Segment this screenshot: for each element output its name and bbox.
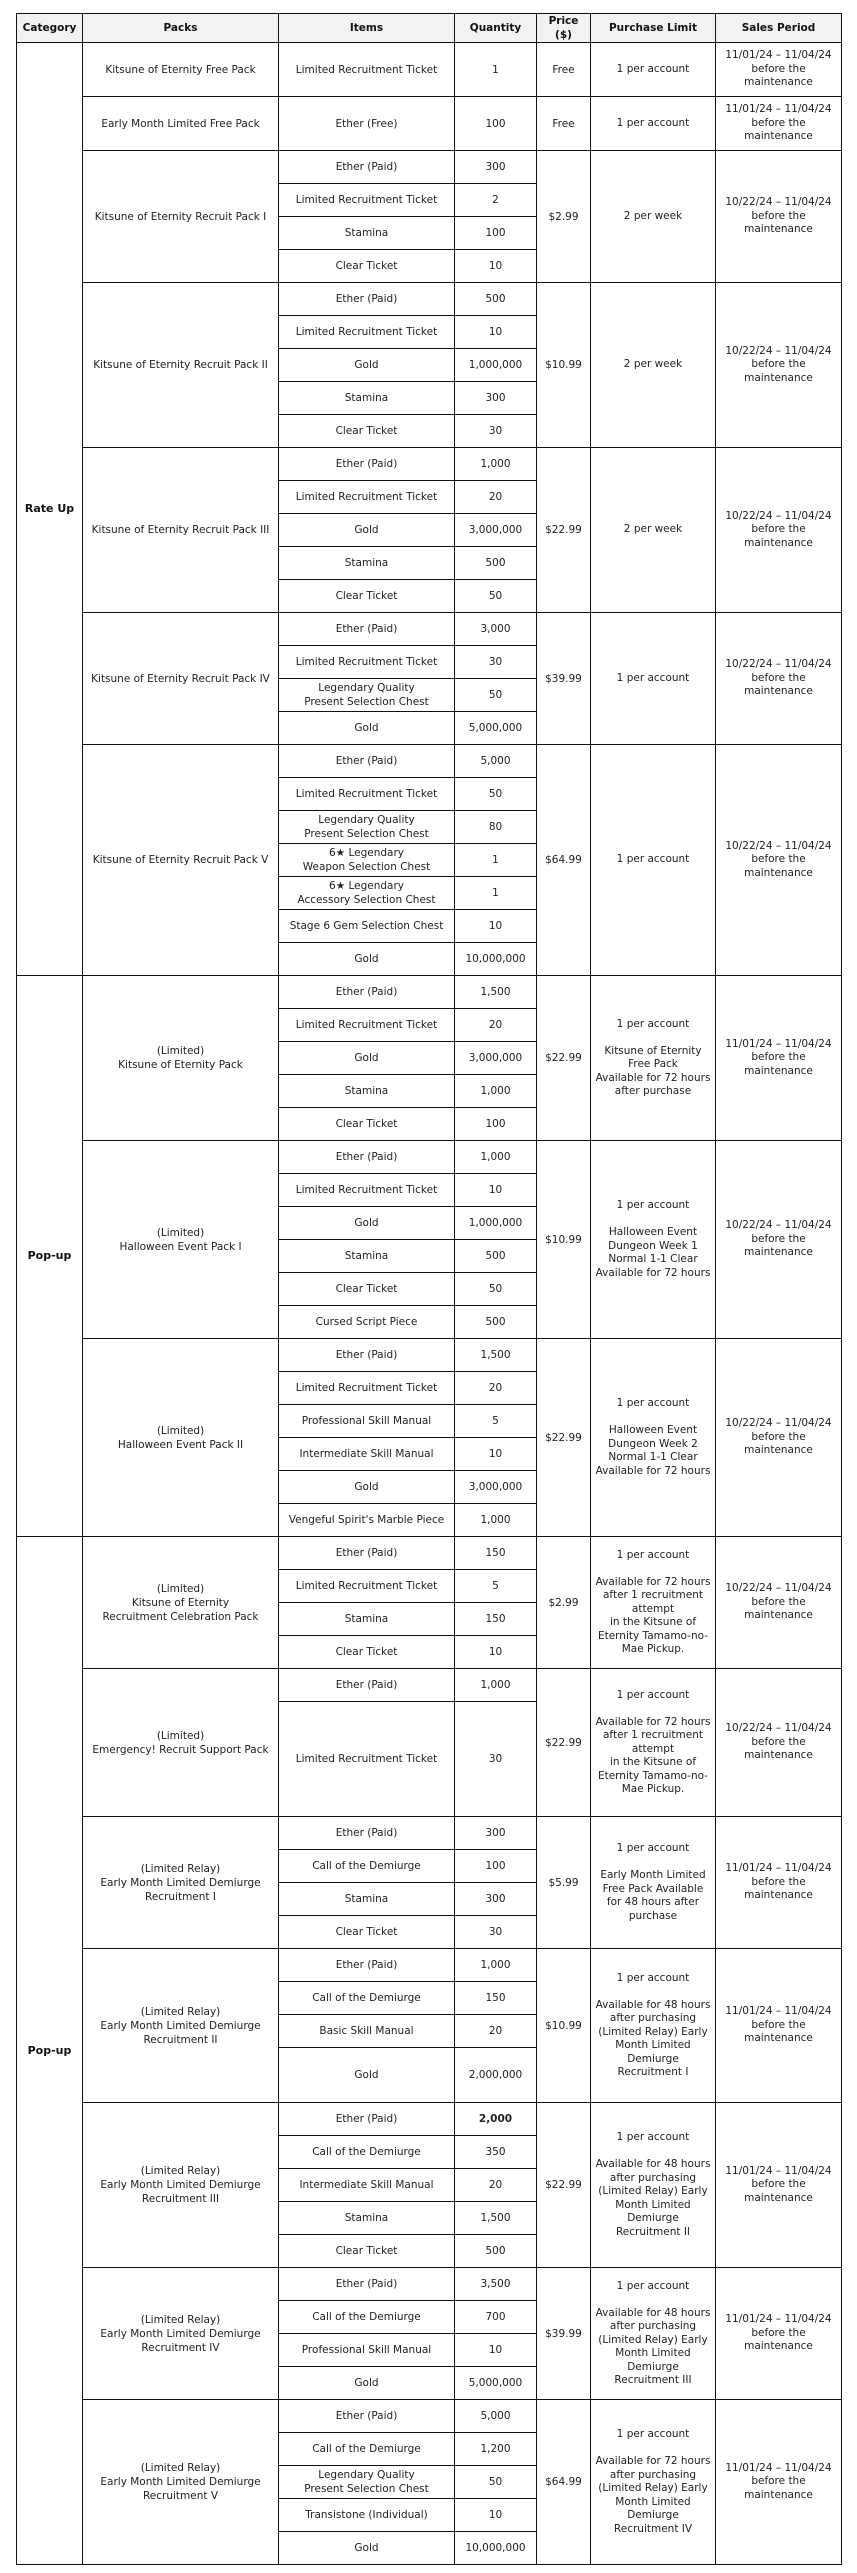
item-name-cell: Clear Ticket — [279, 250, 455, 283]
item-quantity-cell: 1,000 — [455, 1504, 537, 1537]
item-quantity-cell: 10 — [455, 316, 537, 349]
sales-period-cell: 11/01/24 – 11/04/24 before the maintenance — [716, 976, 842, 1141]
item-name-cell: Call of the Demiurge — [279, 1982, 455, 2015]
item-quantity-cell: 3,000,000 — [455, 1042, 537, 1075]
item-quantity-cell: 700 — [455, 2301, 537, 2334]
item-quantity-cell: 30 — [455, 1702, 537, 1817]
table-row — [17, 1537, 842, 1570]
item-name-cell: Ether (Paid) — [279, 2103, 455, 2136]
price-cell: $22.99 — [537, 1339, 591, 1537]
item-quantity-cell: 3,000 — [455, 613, 537, 646]
item-quantity-cell: 1,000 — [455, 448, 537, 481]
item-name-cell: Limited Recruitment Ticket — [279, 184, 455, 217]
sales-period-cell: 11/01/24 – 11/04/24 before the maintenance — [716, 97, 842, 151]
item-name-cell: Ether (Paid) — [279, 613, 455, 646]
item-quantity-cell: 3,000,000 — [455, 514, 537, 547]
item-quantity-cell: 10 — [455, 1174, 537, 1207]
item-name-cell: Limited Recruitment Ticket — [279, 316, 455, 349]
pack-name-cell: (Limited) Emergency! Recruit Support Pack — [83, 1669, 279, 1817]
table-row — [17, 2268, 842, 2301]
item-name-cell: Ether (Paid) — [279, 2400, 455, 2433]
item-quantity-cell: 150 — [455, 1537, 537, 1570]
sales-period-cell: 10/22/24 – 11/04/24 before the maintenance — [716, 1339, 842, 1537]
item-quantity-cell: 1,000 — [455, 1141, 537, 1174]
price-cell: $39.99 — [537, 2268, 591, 2400]
item-quantity-cell: 350 — [455, 2136, 537, 2169]
table-row — [17, 976, 842, 1009]
item-name-cell: Gold — [279, 2367, 455, 2400]
item-quantity-cell: 50 — [455, 2466, 537, 2499]
item-quantity-cell: 3,500 — [455, 2268, 537, 2301]
item-name-cell: Gold — [279, 349, 455, 382]
header-row — [17, 14, 842, 43]
item-quantity-cell: 100 — [455, 1108, 537, 1141]
item-quantity-cell: 100 — [455, 217, 537, 250]
price-cell: $22.99 — [537, 2103, 591, 2268]
pack-name-cell: Kitsune of Eternity Free Pack — [83, 43, 279, 97]
item-name-cell: Ether (Paid) — [279, 448, 455, 481]
item-quantity-cell: 150 — [455, 1603, 537, 1636]
item-name-cell: Stamina — [279, 1075, 455, 1108]
sales-period-cell: 11/01/24 – 11/04/24 before the maintenance — [716, 43, 842, 97]
item-name-cell: Ether (Paid) — [279, 1949, 455, 1982]
item-name-cell: Legendary Quality Present Selection Chest — [279, 679, 455, 712]
price-cell: $22.99 — [537, 976, 591, 1141]
pack-name-cell: (Limited) Halloween Event Pack I — [83, 1141, 279, 1339]
table-row — [17, 283, 842, 316]
item-name-cell: Limited Recruitment Ticket — [279, 646, 455, 679]
item-name-cell: Ether (Paid) — [279, 1537, 455, 1570]
item-quantity-cell: 50 — [455, 679, 537, 712]
item-quantity-cell: 500 — [455, 2235, 537, 2268]
item-name-cell: Gold — [279, 1207, 455, 1240]
table-row — [17, 2400, 842, 2433]
sales-period-cell: 11/01/24 – 11/04/24 before the maintenance — [716, 2268, 842, 2400]
table-row — [17, 1949, 842, 1982]
item-quantity-cell: 300 — [455, 382, 537, 415]
pack-name-cell: (Limited Relay) Early Month Limited Demiurge Recruitment II — [83, 1949, 279, 2103]
item-name-cell: Gold — [279, 514, 455, 547]
item-name-cell: Stamina — [279, 1240, 455, 1273]
item-quantity-cell: 2,000,000 — [455, 2048, 537, 2103]
item-name-cell: Gold — [279, 1471, 455, 1504]
item-name-cell: Gold — [279, 943, 455, 976]
purchase-limit-cell: 1 per account — [591, 613, 716, 745]
item-name-cell: Intermediate Skill Manual — [279, 1438, 455, 1471]
category-cell: Rate Up — [17, 43, 83, 976]
item-name-cell: Stage 6 Gem Selection Chest — [279, 910, 455, 943]
table-row — [17, 151, 842, 184]
item-quantity-cell: 20 — [455, 2169, 537, 2202]
sales-period-cell: 10/22/24 – 11/04/24 before the maintenance — [716, 283, 842, 448]
item-quantity-cell: 20 — [455, 481, 537, 514]
item-name-cell: Stamina — [279, 217, 455, 250]
item-quantity-cell: 10 — [455, 2499, 537, 2532]
item-quantity-cell: 20 — [455, 1372, 537, 1405]
item-name-cell: Basic Skill Manual — [279, 2015, 455, 2048]
item-name-cell: Gold — [279, 2048, 455, 2103]
purchase-limit-cell: 1 per account Available for 72 hours after 1 recruitment attempt in the Kitsune of Eternity Tamamo-no- Mae Pickup. — [591, 1537, 716, 1669]
purchase-limit-cell: 1 per account Halloween Event Dungeon Week 2 Normal 1-1 Clear Available for 72 hours — [591, 1339, 716, 1537]
table-row — [17, 448, 842, 481]
sales-period-cell: 10/22/24 – 11/04/24 before the maintenance — [716, 745, 842, 976]
item-name-cell: Clear Ticket — [279, 1916, 455, 1949]
item-quantity-cell: 1,000 — [455, 1949, 537, 1982]
item-name-cell: Call of the Demiurge — [279, 1850, 455, 1883]
item-quantity-cell: 2 — [455, 184, 537, 217]
item-quantity-cell: 500 — [455, 283, 537, 316]
item-quantity-cell: 150 — [455, 1982, 537, 2015]
sales-period-cell: 10/22/24 – 11/04/24 before the maintenance — [716, 613, 842, 745]
item-quantity-cell: 300 — [455, 1817, 537, 1850]
item-name-cell: Ether (Paid) — [279, 745, 455, 778]
item-quantity-cell: 1,500 — [455, 1339, 537, 1372]
header-quantity: Quantity — [455, 14, 537, 43]
pack-name-cell: Kitsune of Eternity Recruit Pack II — [83, 283, 279, 448]
purchase-limit-cell: 1 per account Halloween Event Dungeon Week 1 Normal 1-1 Clear Available for 72 hours — [591, 1141, 716, 1339]
sales-period-cell: 11/01/24 – 11/04/24 before the maintenance — [716, 1949, 842, 2103]
item-name-cell: Professional Skill Manual — [279, 1405, 455, 1438]
item-name-cell: Ether (Paid) — [279, 976, 455, 1009]
purchase-limit-cell: 1 per account Early Month Limited Free Pack Available for 48 hours after purchase — [591, 1817, 716, 1949]
item-quantity-cell: 1,500 — [455, 976, 537, 1009]
item-name-cell: Clear Ticket — [279, 2235, 455, 2268]
item-name-cell: Limited Recruitment Ticket — [279, 1174, 455, 1207]
price-cell: $10.99 — [537, 1949, 591, 2103]
purchase-limit-cell: 1 per account Kitsune of Eternity Free Pack Available for 72 hours after purchase — [591, 976, 716, 1141]
item-quantity-cell: 1 — [455, 877, 537, 910]
pack-name-cell: Kitsune of Eternity Recruit Pack V — [83, 745, 279, 976]
pack-name-cell: Early Month Limited Free Pack — [83, 97, 279, 151]
item-name-cell: Stamina — [279, 2202, 455, 2235]
item-name-cell: Ether (Free) — [279, 97, 455, 151]
item-name-cell: Gold — [279, 1042, 455, 1075]
item-quantity-cell: 10 — [455, 1438, 537, 1471]
item-name-cell: Limited Recruitment Ticket — [279, 481, 455, 514]
item-name-cell: Clear Ticket — [279, 580, 455, 613]
item-name-cell: Clear Ticket — [279, 1636, 455, 1669]
item-name-cell: Ether (Paid) — [279, 283, 455, 316]
item-quantity-cell: 20 — [455, 1009, 537, 1042]
header-purchase-limit: Purchase Limit — [591, 14, 716, 43]
price-cell: Free — [537, 43, 591, 97]
sales-period-cell: 10/22/24 – 11/04/24 before the maintenance — [716, 1141, 842, 1339]
pack-name-cell: Kitsune of Eternity Recruit Pack III — [83, 448, 279, 613]
category-cell: Pop-up — [17, 1537, 83, 2565]
item-name-cell: Legendary Quality Present Selection Chest — [279, 2466, 455, 2499]
category-cell: Pop-up — [17, 976, 83, 1537]
item-quantity-cell: 5,000 — [455, 2400, 537, 2433]
purchase-limit-cell: 1 per account Available for 48 hours after purchasing (Limited Relay) Early Month Limited Demiurge Recruitment I — [591, 1949, 716, 2103]
item-quantity-cell: 1,200 — [455, 2433, 537, 2466]
item-name-cell: Limited Recruitment Ticket — [279, 1702, 455, 1817]
item-name-cell: Limited Recruitment Ticket — [279, 1570, 455, 1603]
pack-name-cell: (Limited Relay) Early Month Limited Demiurge Recruitment V — [83, 2400, 279, 2565]
item-quantity-cell: 3,000,000 — [455, 1471, 537, 1504]
price-cell: Free — [537, 97, 591, 151]
item-name-cell: Gold — [279, 2532, 455, 2565]
item-name-cell: Stamina — [279, 1883, 455, 1916]
item-name-cell: Call of the Demiurge — [279, 2136, 455, 2169]
item-name-cell: Transistone (Individual) — [279, 2499, 455, 2532]
item-name-cell: 6★ Legendary Weapon Selection Chest — [279, 844, 455, 877]
header-price: Price ($) — [537, 14, 591, 43]
pack-name-cell: Kitsune of Eternity Recruit Pack I — [83, 151, 279, 283]
purchase-limit-cell: 2 per week — [591, 151, 716, 283]
item-name-cell: Professional Skill Manual — [279, 2334, 455, 2367]
item-name-cell: Gold — [279, 712, 455, 745]
item-name-cell: Limited Recruitment Ticket — [279, 1372, 455, 1405]
sales-period-cell: 11/01/24 – 11/04/24 before the maintenance — [716, 2400, 842, 2565]
item-name-cell: Intermediate Skill Manual — [279, 2169, 455, 2202]
purchase-limit-cell: 1 per account — [591, 43, 716, 97]
item-name-cell: 6★ Legendary Accessory Selection Chest — [279, 877, 455, 910]
item-quantity-cell: 80 — [455, 811, 537, 844]
header-packs: Packs — [83, 14, 279, 43]
item-quantity-cell: 10 — [455, 250, 537, 283]
table-row — [17, 745, 842, 778]
item-name-cell: Legendary Quality Present Selection Chest — [279, 811, 455, 844]
item-name-cell: Ether (Paid) — [279, 1141, 455, 1174]
item-name-cell: Limited Recruitment Ticket — [279, 778, 455, 811]
item-quantity-cell: 20 — [455, 2015, 537, 2048]
item-quantity-cell: 5,000,000 — [455, 2367, 537, 2400]
pack-name-cell: (Limited) Kitsune of Eternity Pack — [83, 976, 279, 1141]
table-row — [17, 1339, 842, 1372]
item-quantity-cell: 10 — [455, 2334, 537, 2367]
price-cell: $10.99 — [537, 1141, 591, 1339]
price-cell: $10.99 — [537, 283, 591, 448]
purchase-limit-cell: 1 per account Available for 72 hours after 1 recruitment attempt in the Kitsune of Eternity Tamamo-no- Mae Pickup. — [591, 1669, 716, 1817]
item-name-cell: Ether (Paid) — [279, 1817, 455, 1850]
pack-name-cell: (Limited Relay) Early Month Limited Demiurge Recruitment III — [83, 2103, 279, 2268]
item-name-cell: Limited Recruitment Ticket — [279, 43, 455, 97]
item-name-cell: Call of the Demiurge — [279, 2433, 455, 2466]
item-quantity-cell: 5 — [455, 1405, 537, 1438]
purchase-limit-cell: 1 per account Available for 72 hours after purchasing (Limited Relay) Early Month Limited Demiurge Recruitment IV — [591, 2400, 716, 2565]
table-row — [17, 613, 842, 646]
item-quantity-cell: 500 — [455, 1306, 537, 1339]
table-row — [17, 43, 842, 97]
price-cell: $64.99 — [537, 2400, 591, 2565]
purchase-limit-cell: 1 per account — [591, 745, 716, 976]
price-cell: $22.99 — [537, 448, 591, 613]
item-name-cell: Ether (Paid) — [279, 151, 455, 184]
item-quantity-cell: 100 — [455, 1850, 537, 1883]
pack-sales-table — [16, 13, 842, 2565]
purchase-limit-cell: 1 per account — [591, 97, 716, 151]
item-quantity-cell: 500 — [455, 1240, 537, 1273]
table-row — [17, 97, 842, 151]
price-cell: $64.99 — [537, 745, 591, 976]
item-quantity-cell: 5,000 — [455, 745, 537, 778]
header-category: Category — [17, 14, 83, 43]
sales-period-cell: 10/22/24 – 11/04/24 before the maintenance — [716, 151, 842, 283]
item-quantity-cell: 10,000,000 — [455, 2532, 537, 2565]
item-quantity-cell: 300 — [455, 1883, 537, 1916]
table-row — [17, 2103, 842, 2136]
table-row — [17, 1669, 842, 1702]
item-quantity-cell: 1,000 — [455, 1669, 537, 1702]
price-cell: $39.99 — [537, 613, 591, 745]
item-name-cell: Stamina — [279, 382, 455, 415]
item-quantity-cell: 1,500 — [455, 2202, 537, 2235]
item-quantity-cell: 10,000,000 — [455, 943, 537, 976]
item-quantity-cell: 30 — [455, 1916, 537, 1949]
item-quantity-cell: 30 — [455, 415, 537, 448]
item-name-cell: Ether (Paid) — [279, 1339, 455, 1372]
sales-period-cell: 10/22/24 – 11/04/24 before the maintenance — [716, 1537, 842, 1669]
item-quantity-cell: 300 — [455, 151, 537, 184]
item-name-cell: Ether (Paid) — [279, 1669, 455, 1702]
pack-name-cell: Kitsune of Eternity Recruit Pack IV — [83, 613, 279, 745]
item-quantity-cell: 100 — [455, 97, 537, 151]
item-name-cell: Vengeful Spirit's Marble Piece — [279, 1504, 455, 1537]
item-name-cell: Ether (Paid) — [279, 2268, 455, 2301]
item-quantity-cell: 1 — [455, 43, 537, 97]
purchase-limit-cell: 2 per week — [591, 283, 716, 448]
header-items: Items — [279, 14, 455, 43]
item-quantity-cell: 5,000,000 — [455, 712, 537, 745]
item-quantity-cell: 30 — [455, 646, 537, 679]
price-cell: $22.99 — [537, 1669, 591, 1817]
item-quantity-cell: 10 — [455, 910, 537, 943]
item-name-cell: Stamina — [279, 1603, 455, 1636]
item-name-cell: Limited Recruitment Ticket — [279, 1009, 455, 1042]
price-cell: $2.99 — [537, 151, 591, 283]
sales-period-cell: 10/22/24 – 11/04/24 before the maintenance — [716, 448, 842, 613]
item-quantity-cell: 5 — [455, 1570, 537, 1603]
pack-name-cell: (Limited) Halloween Event Pack II — [83, 1339, 279, 1537]
table-body — [17, 43, 842, 2565]
price-cell: $5.99 — [537, 1817, 591, 1949]
header-sales-period: Sales Period — [716, 14, 842, 43]
item-quantity-cell: 10 — [455, 1636, 537, 1669]
sales-period-cell: 11/01/24 – 11/04/24 before the maintenance — [716, 2103, 842, 2268]
item-quantity-cell: 500 — [455, 547, 537, 580]
pack-name-cell: (Limited Relay) Early Month Limited Demiurge Recruitment I — [83, 1817, 279, 1949]
item-name-cell: Clear Ticket — [279, 415, 455, 448]
item-quantity-cell: 1,000,000 — [455, 1207, 537, 1240]
item-quantity-cell: 50 — [455, 778, 537, 811]
table-row — [17, 1141, 842, 1174]
pack-name-cell: (Limited) Kitsune of Eternity Recruitment Celebration Pack — [83, 1537, 279, 1669]
item-quantity-cell: 50 — [455, 580, 537, 613]
sales-period-cell: 11/01/24 – 11/04/24 before the maintenance — [716, 1817, 842, 1949]
item-name-cell: Clear Ticket — [279, 1108, 455, 1141]
table-row — [17, 1817, 842, 1850]
price-cell: $2.99 — [537, 1537, 591, 1669]
item-name-cell: Clear Ticket — [279, 1273, 455, 1306]
purchase-limit-cell: 1 per account Available for 48 hours after purchasing (Limited Relay) Early Month Limited Demiurge Recruitment III — [591, 2268, 716, 2400]
item-name-cell: Call of the Demiurge — [279, 2301, 455, 2334]
item-name-cell: Stamina — [279, 547, 455, 580]
item-quantity-cell: 1 — [455, 844, 537, 877]
pack-name-cell: (Limited Relay) Early Month Limited Demiurge Recruitment IV — [83, 2268, 279, 2400]
purchase-limit-cell: 1 per account Available for 48 hours after purchasing (Limited Relay) Early Month Limited Demiurge Recruitment II — [591, 2103, 716, 2268]
item-quantity-cell: 2,000 — [455, 2103, 537, 2136]
item-name-cell: Cursed Script Piece — [279, 1306, 455, 1339]
item-quantity-cell: 50 — [455, 1273, 537, 1306]
item-quantity-cell: 1,000,000 — [455, 349, 537, 382]
sales-period-cell: 10/22/24 – 11/04/24 before the maintenance — [716, 1669, 842, 1817]
item-quantity-cell: 1,000 — [455, 1075, 537, 1108]
purchase-limit-cell: 2 per week — [591, 448, 716, 613]
